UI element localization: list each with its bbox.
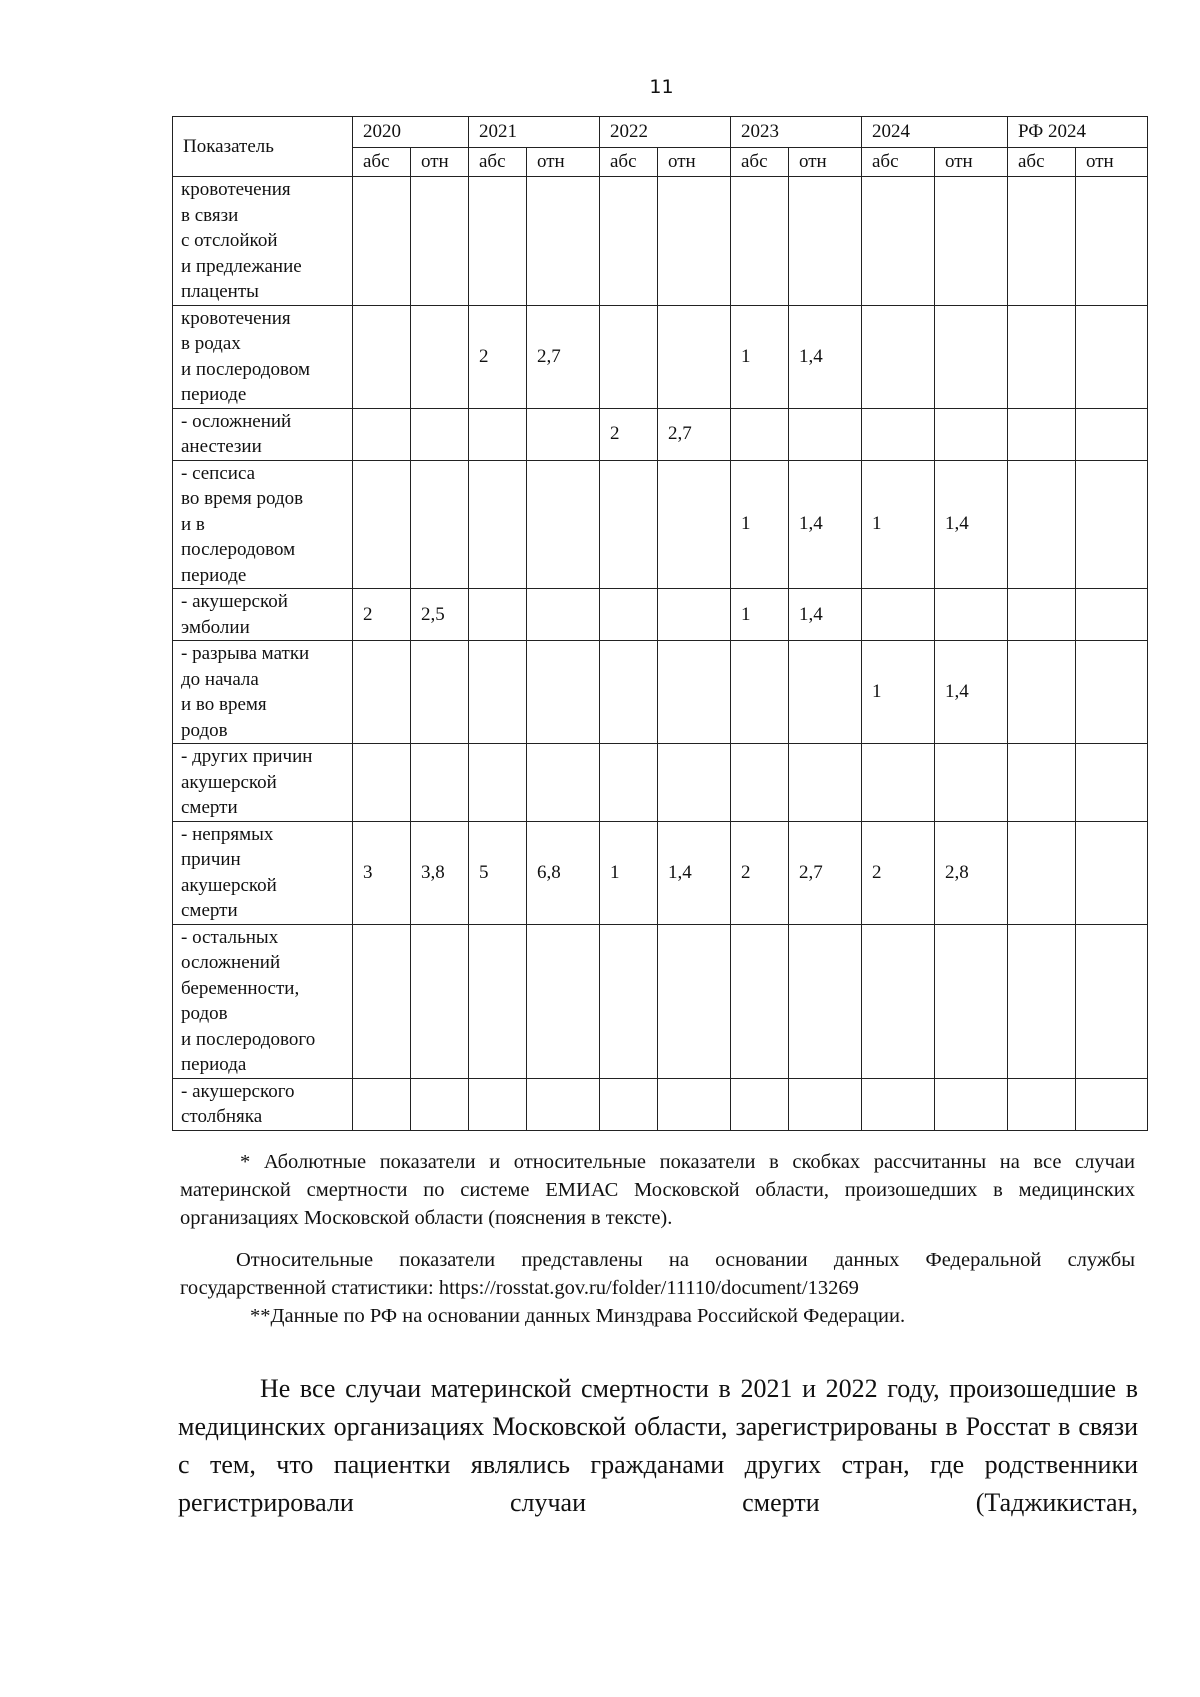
abs-value-cell: 2 — [731, 821, 789, 924]
rel-value-cell — [935, 589, 1008, 641]
abs-value-cell: 1 — [862, 641, 935, 744]
rel-value-cell — [411, 408, 469, 460]
rel-value-cell — [1076, 744, 1148, 822]
row-label: - непрямых причин акушерской смерти — [173, 821, 353, 924]
rel-value-cell — [411, 460, 469, 589]
abs-header: абс — [353, 148, 411, 177]
abs-header: абс — [600, 148, 658, 177]
abs-value-cell — [731, 641, 789, 744]
abs-header: абс — [862, 148, 935, 177]
abs-value-cell — [469, 1078, 527, 1130]
abs-value-cell — [353, 641, 411, 744]
rel-value-cell — [658, 460, 731, 589]
abs-value-cell — [353, 408, 411, 460]
abs-value-cell — [862, 408, 935, 460]
rel-value-cell — [789, 1078, 862, 1130]
rel-value-cell — [411, 924, 469, 1078]
body-paragraph-text: Не все случаи материнской смертности в 2021 и 2022 году, произошедшие в медицинских организациях Московской области, зарегистрированы в Росстат в связи с тем, что пациентки являлись гражданами других стран, где родственники регистрировали случаи смерти (Таджикистан, — [178, 1374, 1138, 1517]
year-header: 2023 — [731, 117, 862, 148]
rel-value-cell — [411, 305, 469, 408]
rel-value-cell — [789, 924, 862, 1078]
rel-value-cell — [527, 1078, 600, 1130]
abs-value-cell: 2 — [600, 408, 658, 460]
abs-value-cell — [731, 924, 789, 1078]
abs-value-cell — [1008, 1078, 1076, 1130]
abs-value-cell: 1 — [731, 460, 789, 589]
abs-value-cell — [1008, 641, 1076, 744]
abs-value-cell — [600, 641, 658, 744]
row-label: - сепсиса во время родов и в послеродовом периоде — [173, 460, 353, 589]
row-label: - других причин акушерской смерти — [173, 744, 353, 822]
abs-value-cell: 2 — [469, 305, 527, 408]
rel-value-cell — [527, 177, 600, 306]
rf-data-note: **Данные по РФ на основании данных Минздрава Российской Федерации. — [250, 1305, 906, 1327]
abs-value-cell — [353, 460, 411, 589]
row-label: - осложнений анестезии — [173, 408, 353, 460]
abs-value-cell — [600, 589, 658, 641]
abs-value-cell — [353, 305, 411, 408]
rel-value-cell — [411, 1078, 469, 1130]
year-header: РФ 2024 — [1008, 117, 1148, 148]
abs-value-cell — [731, 1078, 789, 1130]
abs-value-cell — [600, 460, 658, 589]
row-label: кровотечения в родах и послеродовом периоде — [173, 305, 353, 408]
rel-value-cell — [1076, 408, 1148, 460]
abs-value-cell: 1 — [600, 821, 658, 924]
abs-value-cell — [469, 589, 527, 641]
abs-value-cell — [600, 177, 658, 306]
abs-value-cell: 1 — [731, 589, 789, 641]
abs-value-cell — [600, 1078, 658, 1130]
rel-value-cell — [658, 744, 731, 822]
abs-value-cell — [731, 177, 789, 306]
abs-value-cell: 3 — [353, 821, 411, 924]
abs-value-cell — [469, 408, 527, 460]
abs-value-cell — [469, 177, 527, 306]
rel-value-cell: 1,4 — [789, 589, 862, 641]
rel-value-cell — [789, 744, 862, 822]
abs-value-cell — [862, 924, 935, 1078]
rel-value-cell — [789, 408, 862, 460]
rel-value-cell — [658, 177, 731, 306]
rel-value-cell: 6,8 — [527, 821, 600, 924]
table-notes — [180, 1148, 1135, 1330]
abs-value-cell — [353, 177, 411, 306]
table-row — [173, 177, 1148, 306]
rel-value-cell — [527, 408, 600, 460]
abs-value-cell: 1 — [862, 460, 935, 589]
rel-value-cell: 2,7 — [527, 305, 600, 408]
table-row — [173, 460, 1148, 589]
rel-value-cell: 1,4 — [935, 641, 1008, 744]
rel-value-cell — [658, 589, 731, 641]
rel-value-cell — [411, 641, 469, 744]
abs-value-cell — [1008, 460, 1076, 589]
rel-value-cell — [527, 641, 600, 744]
rel-value-cell: 3,8 — [411, 821, 469, 924]
rel-value-cell — [658, 1078, 731, 1130]
rel-header: отн — [1076, 148, 1148, 177]
rel-value-cell — [935, 924, 1008, 1078]
absolute-values-note: * Аболютные показатели и относительные показатели в скобках рассчитанны на все случаи материнской смертности по системе ЕМИАС Московской области, произошедших в медицинских организациях Московской области (пояснения в тексте). — [180, 1151, 1135, 1229]
abs-header: абс — [731, 148, 789, 177]
rel-value-cell — [411, 744, 469, 822]
year-header: 2021 — [469, 117, 600, 148]
abs-header: абс — [469, 148, 527, 177]
rel-value-cell — [411, 177, 469, 306]
rel-value-cell: 2,8 — [935, 821, 1008, 924]
source-note: Относительные показатели представлены на основании данных Федеральной службы государственной статистики: https://rosstat.gov.ru/folder/11110/document/13269 — [180, 1249, 1135, 1299]
abs-value-cell — [353, 1078, 411, 1130]
abs-value-cell — [1008, 744, 1076, 822]
abs-value-cell — [353, 924, 411, 1078]
rel-value-cell — [789, 641, 862, 744]
rel-value-cell: 1,4 — [789, 305, 862, 408]
rel-header: отн — [411, 148, 469, 177]
rel-value-cell — [935, 177, 1008, 306]
table-row — [173, 589, 1148, 641]
rel-value-cell: 1,4 — [789, 460, 862, 589]
abs-value-cell — [862, 177, 935, 306]
rel-value-cell — [527, 924, 600, 1078]
rel-value-cell — [1076, 177, 1148, 306]
abs-value-cell — [600, 744, 658, 822]
row-label: кровотечения в связи с отслойкой и предлежание плаценты — [173, 177, 353, 306]
rel-value-cell — [658, 305, 731, 408]
year-header: 2020 — [353, 117, 469, 148]
rel-value-cell — [1076, 924, 1148, 1078]
rel-value-cell — [789, 177, 862, 306]
rel-header: отн — [658, 148, 731, 177]
table-row — [173, 305, 1148, 408]
abs-value-cell — [731, 744, 789, 822]
abs-value-cell — [469, 460, 527, 589]
rel-value-cell — [1076, 589, 1148, 641]
table-row — [173, 924, 1148, 1078]
rel-header: отн — [527, 148, 600, 177]
abs-value-cell: 2 — [353, 589, 411, 641]
rel-header: отн — [935, 148, 1008, 177]
rel-value-cell — [527, 460, 600, 589]
abs-value-cell — [1008, 408, 1076, 460]
abs-value-cell — [600, 305, 658, 408]
rel-value-cell — [1076, 641, 1148, 744]
page-number: 11 — [649, 76, 674, 98]
abs-value-cell: 1 — [731, 305, 789, 408]
rel-value-cell: 1,4 — [658, 821, 731, 924]
abs-value-cell — [1008, 177, 1076, 306]
rel-value-cell — [658, 924, 731, 1078]
year-header: 2024 — [862, 117, 1008, 148]
abs-value-cell: 5 — [469, 821, 527, 924]
abs-value-cell — [1008, 924, 1076, 1078]
row-label: - акушерской эмболии — [173, 589, 353, 641]
abs-value-cell — [469, 641, 527, 744]
table-row — [173, 744, 1148, 822]
body-paragraph — [178, 1370, 1138, 1522]
rel-value-cell: 2,5 — [411, 589, 469, 641]
abs-value-cell — [1008, 821, 1076, 924]
abs-value-cell — [862, 589, 935, 641]
rel-value-cell — [527, 744, 600, 822]
rel-value-cell — [1076, 305, 1148, 408]
abs-header: абс — [1008, 148, 1076, 177]
rel-value-cell — [1076, 460, 1148, 589]
abs-value-cell — [1008, 589, 1076, 641]
abs-value-cell — [731, 408, 789, 460]
rel-value-cell: 2,7 — [789, 821, 862, 924]
row-label: - акушерского столбняка — [173, 1078, 353, 1130]
year-header: 2022 — [600, 117, 731, 148]
year-header-row — [173, 117, 1148, 148]
rel-value-cell — [935, 305, 1008, 408]
table-row — [173, 821, 1148, 924]
abs-value-cell — [862, 305, 935, 408]
row-label: - остальных осложнений беременности, родов и послеродового периода — [173, 924, 353, 1078]
rel-value-cell — [1076, 1078, 1148, 1130]
table-row — [173, 1078, 1148, 1130]
rel-value-cell — [658, 641, 731, 744]
abs-value-cell — [1008, 305, 1076, 408]
rel-value-cell: 2,7 — [658, 408, 731, 460]
rel-value-cell — [527, 589, 600, 641]
rel-value-cell: 1,4 — [935, 460, 1008, 589]
abs-value-cell: 2 — [862, 821, 935, 924]
rel-value-cell — [935, 408, 1008, 460]
rel-value-cell — [935, 744, 1008, 822]
rel-value-cell — [935, 1078, 1008, 1130]
table-row — [173, 408, 1148, 460]
abs-value-cell — [469, 744, 527, 822]
table-row — [173, 641, 1148, 744]
table-body — [173, 177, 1148, 1131]
row-label: - разрыва матки до начала и во время родов — [173, 641, 353, 744]
maternal-mortality-table — [172, 116, 1148, 1131]
abs-value-cell — [600, 924, 658, 1078]
abs-value-cell — [862, 744, 935, 822]
abs-value-cell — [353, 744, 411, 822]
abs-value-cell — [469, 924, 527, 1078]
indicator-header: Показатель — [173, 117, 353, 177]
rel-value-cell — [1076, 821, 1148, 924]
rel-header: отн — [789, 148, 862, 177]
abs-value-cell — [862, 1078, 935, 1130]
